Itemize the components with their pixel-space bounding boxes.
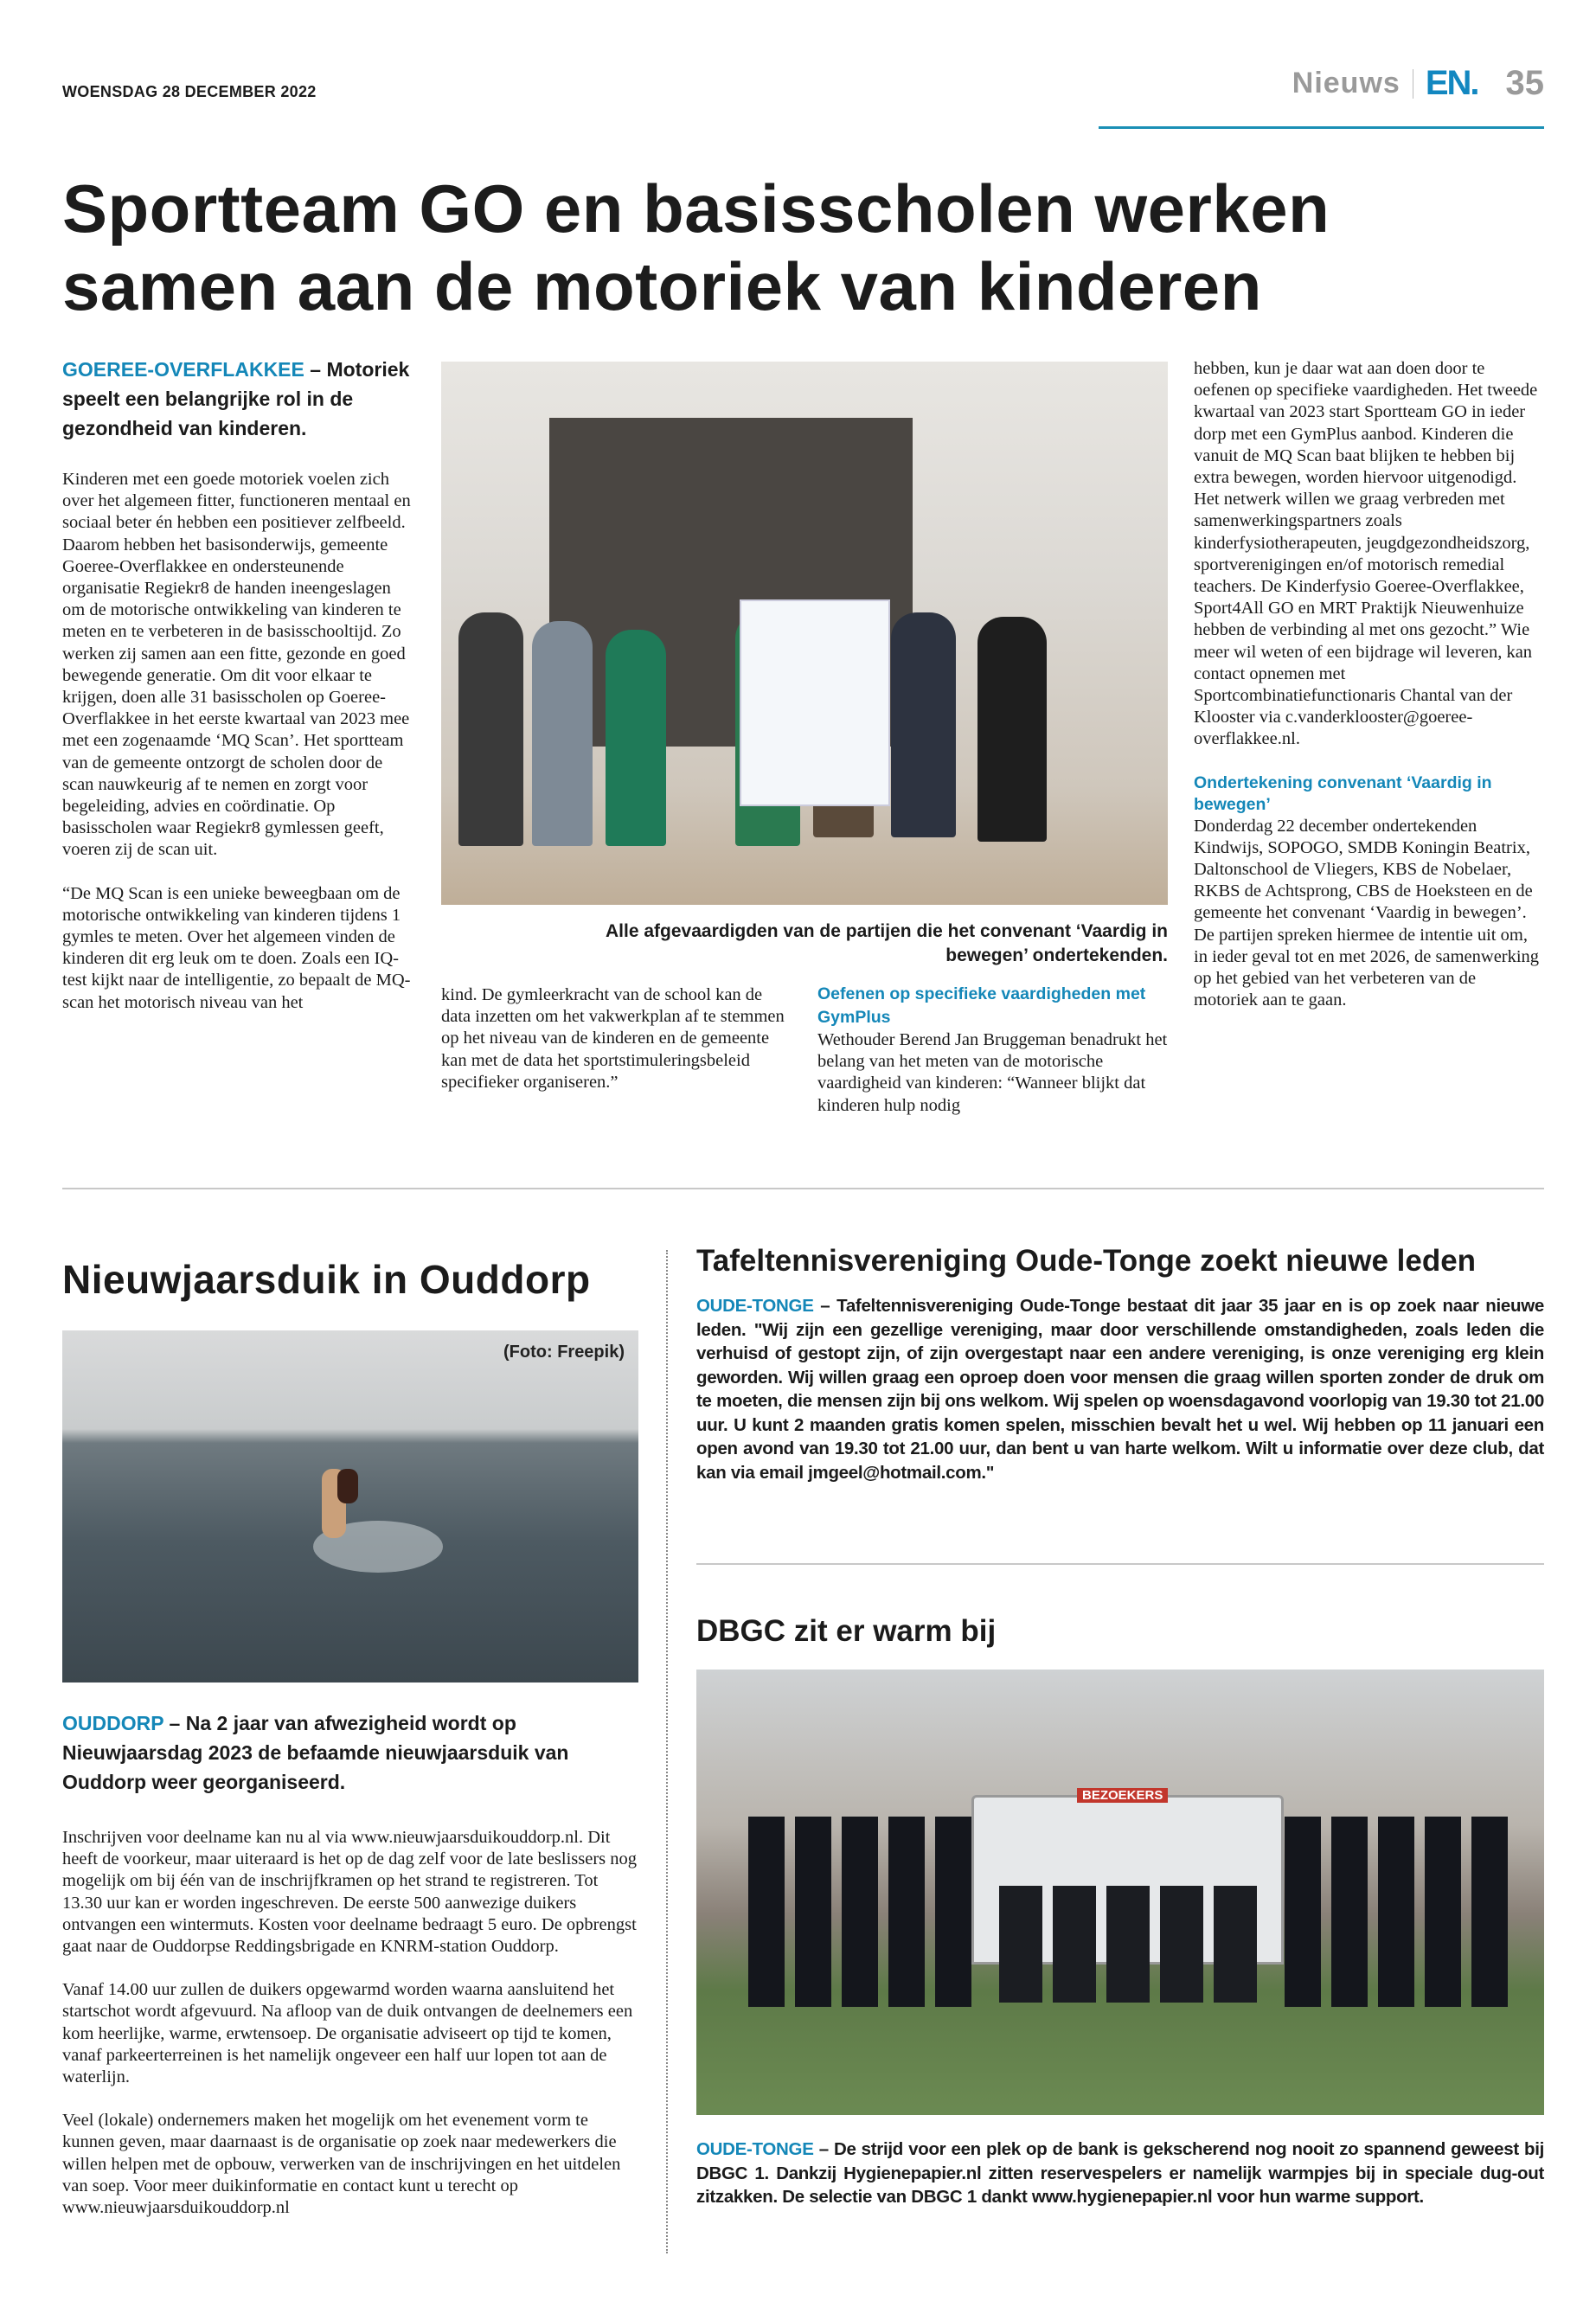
dateline: GOEREE-OVERFLAKKEE [62,358,304,381]
article1-column-2: kind. De gymleerkracht van de school kan de data inzetten om het vakwerkplan af te stemmen op het niveau van de kinderen en de gemeente kan met de data het sportstimuleringsbeleid specifieker organiseren.” [441,985,785,1092]
section-divider [696,1563,1544,1565]
section-divider [62,1188,1544,1189]
article3-body [696,1294,1544,1484]
issue-date: WOENSDAG 28 DECEMBER 2022 [62,83,317,100]
article-title: Sportteam GO en basisscholen werken samen aan de motoriek van kinderen [62,170,1330,324]
paragraph: Veel (lokale) ondernemers maken het mogelijk om het evenement vorm te kunnen geven, maar daarnaast is de organisatie op zoek naar medewerkers die willen helpen met de opbouw, verwerken van de inschrijvingen en het uitdelen van soep. Voor meer duikinformatie en contact kunt u terecht op www.nieuwjaarsduikouddorp.nl [62,2111,621,2218]
diver-photo [62,1330,638,1682]
paragraph: Vanaf 14.00 uur zullen de duikers opgewarmd worden waarna aansluitend het startschot wordt afgevuurd. Na afloop van de duik ontvangen de deelnemers een kom heerlijke, warme, erwtensoep. De organisatie adviseert op tijd te komen, vanaf parkeerterreinen is het namelijk ongeveer een half uur lopen tot aan de waterlijn. [62,1980,633,2087]
paragraph: Inschrijven voor deelname kan nu al via www.nieuwjaarsduikouddorp.nl. Dit heeft de voorkeur, maar uiteraard is het op de dag zelf voor de late beslissers nog mogelijk om bij één van de inschrijfkramen op het strand te registreren. Tot 13.30 uur kan er worden ingeschreven. De eerste 500 aanwezige duikers ontvangen een wintermuts. Kosten voor deelname bedraagt 5 euro. De opbrengst gaat naar de Ouddorpse Reddingsbrigade en KNRM-station Ouddorp. [62,1828,638,1957]
dateline: OUDE-TONGE [696,2139,814,2159]
article-title: Nieuwjaarsduik in Ouddorp [62,1257,591,1302]
article-title: DBGC zit er warm bij [696,1614,997,1648]
body-text: Donderdag 22 december ondertekenden Kindwijs, SOPOGO, SMDB Koningin Beatrix, Daltonschool de Vliegers, KBS de Nobelaer, RKBS de Achtsprong, CBS de Hoeksteen en de gemeente het convenant ‘Vaardig in bewegen’. De partijen spreken hiermee de intentie uit om, in ieder geval tot en met 2026, de samenwerking op het gebied van het verbeteren van de motoriek aan te gaan. [1194,816,1540,1010]
dateline: OUDE-TONGE [696,1296,814,1316]
newspaper-logo: EN. [1425,64,1478,102]
lead-text: – Motoriek speelt een belangrijke rol in de gezondheid van kinderen. [62,358,410,439]
convenant-poster [740,599,890,806]
body-text: – De strijd voor een plek op de bank is gekscherend nog nooit zo spannend geweest bij DBGC 1. Dankzij Hygienepapier.nl zitten reservespelers er namelijk warmpjes bij in speciale dug-out zitzakken. De selectie van DBGC 1 dankt www.hygienepapier.nl voor hun warme support. [696,2139,1545,2207]
body-text: Wethouder Berend Jan Bruggeman benadrukt het belang van het meten van de motorische vaardigheid van kinderen: “Wanneer blijkt dat kinderen hulp nodig [817,1030,1168,1115]
article-title: Tafeltennisvereniging Oude-Tonge zoekt nieuwe leden [696,1244,1477,1278]
dugout-sign: BEZOEKERS [1077,1788,1168,1803]
body-text: – Tafeltennisvereniging Oude-Tonge bestaat dit jaar 35 jaar en is op zoek naar nieuwe leden. "Wij zijn een gezellige vereniging, maar door verschillende omstandigheden, zoals leden die verhuisd of gestopt zijn, of zijn overgestapt naar een andere vereniging, is onze vereniging erg klein geworden. Wij willen graag een oproep doen voor mensen die graag willen sporten zonder de druk om te moeten, die mensen zijn bij ons welkom. Wij spelen op woensdagavond voorlopig van 19.30 tot 21.00 uur. U kunt 2 maanden gratis komen spelen, misschien bevalt het u wel. Wij hebben op 11 januari een open avond van 19.30 tot 21.00 uur, dan bent u van harte welkom. Wilt u informatie over deze club, dat kan via email jmgeel@hotmail.com." [696,1296,1544,1483]
article1-column-4 [1194,358,1544,1011]
group-photo [441,362,1168,905]
subheading: Ondertekening convenant ‘Vaardig in bewegen’ [1194,772,1492,814]
body-text: hebben, kun je daar wat aan doen door te oefenen op specifieke vaardigheden. Het tweede kwartaal van 2023 start Sportteam GO in ieder dorp met een GymPlus aanbod. Kinderen die vanuit de MQ Scan baat blijken te hebben bij extra bewegen, worden hiervoor uitgenodigd. Het netwerk willen we graag verbreden met samenwerkingspartners zoals kinderfysiotherapeuten, jeugdgezondheidszorg, sportverenigingen en/of motorisch remedial teachers. De Kinderfysio Goeree-Overflakkee, Sport4All GO en MRT Praktijk Nieuwenhuize hebben de verbinding al met ons gezocht.” Wie meer wil weten of een bijdrage wil leveren, kan contact opnemen met Sportcombinatiefunctionaris Chantal van der Klooster via c.vanderklooster@goeree-overflakkee.nl. [1194,359,1538,749]
paragraph: Kinderen met een goede motoriek voelen zich over het algemeen fitter, functioneren mentaal en sociaal beter én hebben een positiever zelfbeeld. Daarom hebben het basisonderwijs, gemeente Goeree-Overflakkee en ondersteunende organisatie Regiekr8 de handen ineengeslagen om de motorische ontwikkeling van kinderen te meten en te verbeteren in de basisschooltijd. Zo werken zij samen aan een fitte, gezonde en goed bewegende generatie. Om dit voor elkaar te krijgen, doen alle 31 basisscholen op Goeree-Overflakkee in het eerste kwartaal van 2023 mee met een zogenaamde ‘MQ Scan’. Het sportteam van de gemeente ontzorgt de scholen door de scan nauwkeurig af te nemen en zorgt voor begeleiding, advies en coördinatie. Op basisscholen waar Regiekr8 gymlessen geeft, voeren zij de scan uit. [62,470,411,860]
dateline: OUDDORP [62,1712,164,1734]
players-left [748,1817,982,2007]
body-text [62,469,413,1014]
column-divider [666,1250,668,2253]
page-header [1292,64,1544,103]
article2-body [62,1827,638,2240]
team-photo [696,1670,1544,2115]
paragraph: “De MQ Scan is een unieke beweegbaan om de motorische ontwikkeling van kinderen tijdens 1 gymles te meten. Over het algemeen vinden de kinderen dit erg leuk om te doen. Zoals een IQ-test kijkt naar de intelligentie, zo bepaalt de MQ-scan het motorisch niveau van het [62,883,411,1012]
article1-column-1 [62,355,413,1035]
header-rule [1099,126,1544,129]
article4-body [696,2138,1544,2209]
article-lead [62,1708,638,1797]
page-number: 35 [1505,64,1544,102]
photo-credit: (Foto: Freepik) [503,1343,625,1362]
photo-caption: Alle afgevaardigden van de partijen die het convenant ‘Vaardig in bewegen’ ondertekenden. [606,921,1169,965]
players-right [1285,1817,1518,2007]
subheading: Oefenen op specifieke vaardigheden met GymPlus [817,984,1146,1027]
lead-text: – Na 2 jaar van afwezigheid wordt op Nieuwjaarsdag 2023 de befaamde nieuwjaarsduik van Ouddorp weer georganiseerd. [62,1712,569,1793]
article1-column-3 [817,983,1168,1117]
section-name: Nieuws [1292,67,1401,99]
dugout-seats [999,1886,1267,2003]
article-lead [62,355,413,443]
